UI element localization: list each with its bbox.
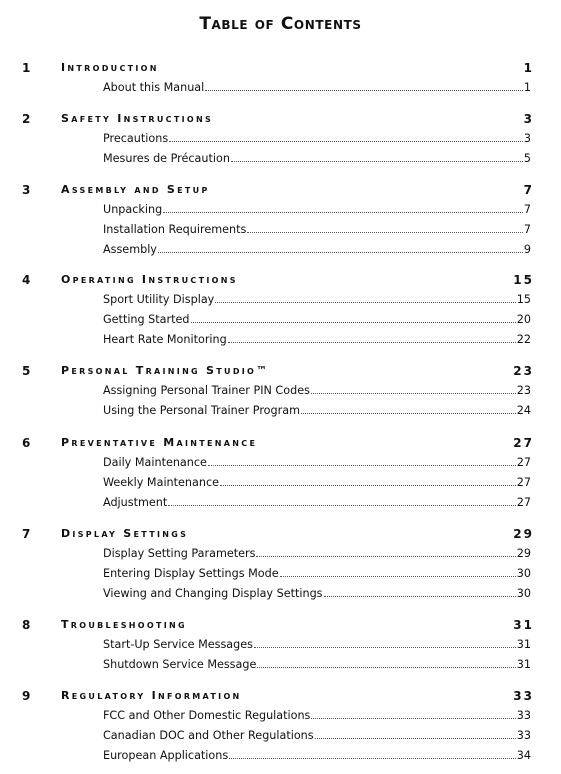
entry-label: Precautions: [103, 132, 169, 145]
page-title: Table of Contents: [199, 14, 362, 34]
dot-leader: [205, 90, 523, 91]
toc-entry[interactable]: [103, 313, 531, 333]
chapter-title[interactable]: Display Settings: [61, 527, 189, 540]
entry-page: 30: [516, 587, 531, 600]
chapter-number: 2: [22, 112, 31, 126]
dot-leader: [311, 393, 516, 394]
toc-entry[interactable]: [103, 749, 531, 769]
entry-label: Daily Maintenance: [103, 456, 207, 469]
toc-entry[interactable]: [103, 496, 531, 516]
chapter-number: 9: [22, 689, 31, 703]
toc-entry[interactable]: [103, 476, 531, 496]
toc-entry[interactable]: [103, 456, 531, 476]
entry-label: Shutdown Service Message: [103, 658, 257, 671]
chapter-title[interactable]: Operating Instructions: [61, 273, 238, 286]
chapter-page: 33: [513, 689, 534, 703]
dot-leader: [256, 556, 515, 557]
chapter-number: 3: [22, 183, 31, 197]
toc-entry[interactable]: [103, 152, 531, 172]
toc-entry[interactable]: [103, 658, 531, 678]
dot-leader: [169, 141, 523, 142]
dot-leader: [311, 718, 515, 719]
entry-page: 31: [516, 658, 531, 671]
entry-page: 27: [516, 496, 531, 509]
dot-leader: [168, 505, 516, 506]
toc-entry[interactable]: [103, 203, 531, 223]
dot-leader: [231, 161, 523, 162]
chapter-title[interactable]: Troubleshooting: [61, 618, 187, 631]
entry-label: Start-Up Service Messages: [103, 638, 253, 651]
toc-entry[interactable]: [103, 132, 531, 152]
entry-page: 27: [516, 456, 531, 469]
dot-leader: [208, 465, 516, 466]
entry-label: Display Setting Parameters: [103, 547, 256, 560]
entry-page: 24: [516, 404, 531, 417]
dot-leader: [220, 485, 516, 486]
chapter-number: 4: [22, 273, 31, 287]
chapter-number: 5: [22, 364, 31, 378]
entry-page: 1: [523, 81, 531, 94]
toc-entry[interactable]: [103, 404, 531, 424]
chapter-page: 27: [513, 436, 534, 450]
toc-entry[interactable]: [103, 709, 531, 729]
entry-label: Assembly: [103, 243, 157, 256]
dot-leader: [301, 413, 516, 414]
toc-entry[interactable]: [103, 384, 531, 404]
dot-leader: [247, 232, 523, 233]
entry-label: Canadian DOC and Other Regulations: [103, 729, 314, 742]
dot-leader: [158, 252, 523, 253]
chapter-number: 6: [22, 436, 31, 450]
chapter-title[interactable]: Preventative Maintenance: [61, 436, 258, 449]
entry-label: FCC and Other Domestic Regulations: [103, 709, 311, 722]
chapter-number: 8: [22, 618, 31, 632]
entry-label: Sport Utility Display: [103, 293, 215, 306]
entry-page: 5: [523, 152, 531, 165]
entry-label: Installation Requirements: [103, 223, 247, 236]
chapter-page: 7: [523, 183, 534, 197]
dot-leader: [228, 342, 516, 343]
toc-entry[interactable]: [103, 729, 531, 749]
entry-label: Using the Personal Trainer Program: [103, 404, 300, 417]
dot-leader: [163, 212, 523, 213]
chapter-title[interactable]: Introduction: [61, 61, 159, 74]
entry-label: Weekly Maintenance: [103, 476, 219, 489]
chapter-number: 1: [22, 61, 31, 75]
chapter-title[interactable]: Assembly and Setup: [61, 183, 210, 196]
chapter-title[interactable]: Personal Training Studio™: [61, 364, 270, 377]
toc-entry[interactable]: [103, 81, 531, 101]
dot-leader: [280, 576, 516, 577]
dot-leader: [254, 647, 516, 648]
chapter-page: 29: [513, 527, 534, 541]
entry-label: Assigning Personal Trainer PIN Codes: [103, 384, 310, 397]
entry-page: 34: [516, 749, 531, 762]
entry-page: 7: [523, 223, 531, 236]
entry-page: 15: [516, 293, 531, 306]
entry-page: 30: [516, 567, 531, 580]
entry-page: 23: [516, 384, 531, 397]
chapter-title[interactable]: Regulatory Information: [61, 689, 242, 702]
entry-label: Entering Display Settings Mode: [103, 567, 279, 580]
entry-page: 20: [516, 313, 531, 326]
toc-entry[interactable]: [103, 567, 531, 587]
toc-entry[interactable]: [103, 333, 531, 353]
chapter-title[interactable]: Safety Instructions: [61, 112, 214, 125]
entry-page: 31: [516, 638, 531, 651]
toc-entry[interactable]: [103, 223, 531, 243]
entry-page: 9: [523, 243, 531, 256]
toc-entry[interactable]: [103, 243, 531, 263]
chapter-page: 3: [523, 112, 534, 126]
entry-label: Mesures de Précaution: [103, 152, 230, 165]
chapter-page: 15: [513, 273, 534, 287]
entry-page: 33: [516, 709, 531, 722]
entry-label: Viewing and Changing Display Settings: [103, 587, 323, 600]
entry-page: 27: [516, 476, 531, 489]
toc-entry[interactable]: [103, 293, 531, 313]
entry-label: Unpacking: [103, 203, 163, 216]
dot-leader: [191, 322, 516, 323]
entry-label: About this Manual: [103, 81, 205, 94]
toc-entry[interactable]: [103, 587, 531, 607]
entry-page: 3: [523, 132, 531, 145]
dot-leader: [257, 667, 515, 668]
entry-page: 33: [516, 729, 531, 742]
entry-label: Getting Started: [103, 313, 190, 326]
chapter-number: 7: [22, 527, 31, 541]
dot-leader: [315, 738, 516, 739]
chapter-page: 31: [513, 618, 534, 632]
dot-leader: [215, 302, 515, 303]
chapter-page: 23: [513, 364, 534, 378]
entry-label: European Applications: [103, 749, 229, 762]
entry-page: 7: [523, 203, 531, 216]
entry-page: 22: [516, 333, 531, 346]
dot-leader: [229, 758, 516, 759]
toc-entry[interactable]: [103, 547, 531, 567]
entry-label: Heart Rate Monitoring: [103, 333, 227, 346]
entry-page: 29: [516, 547, 531, 560]
dot-leader: [324, 596, 516, 597]
chapter-page: 1: [523, 61, 534, 75]
toc-entry[interactable]: [103, 638, 531, 658]
entry-label: Adjustment: [103, 496, 168, 509]
